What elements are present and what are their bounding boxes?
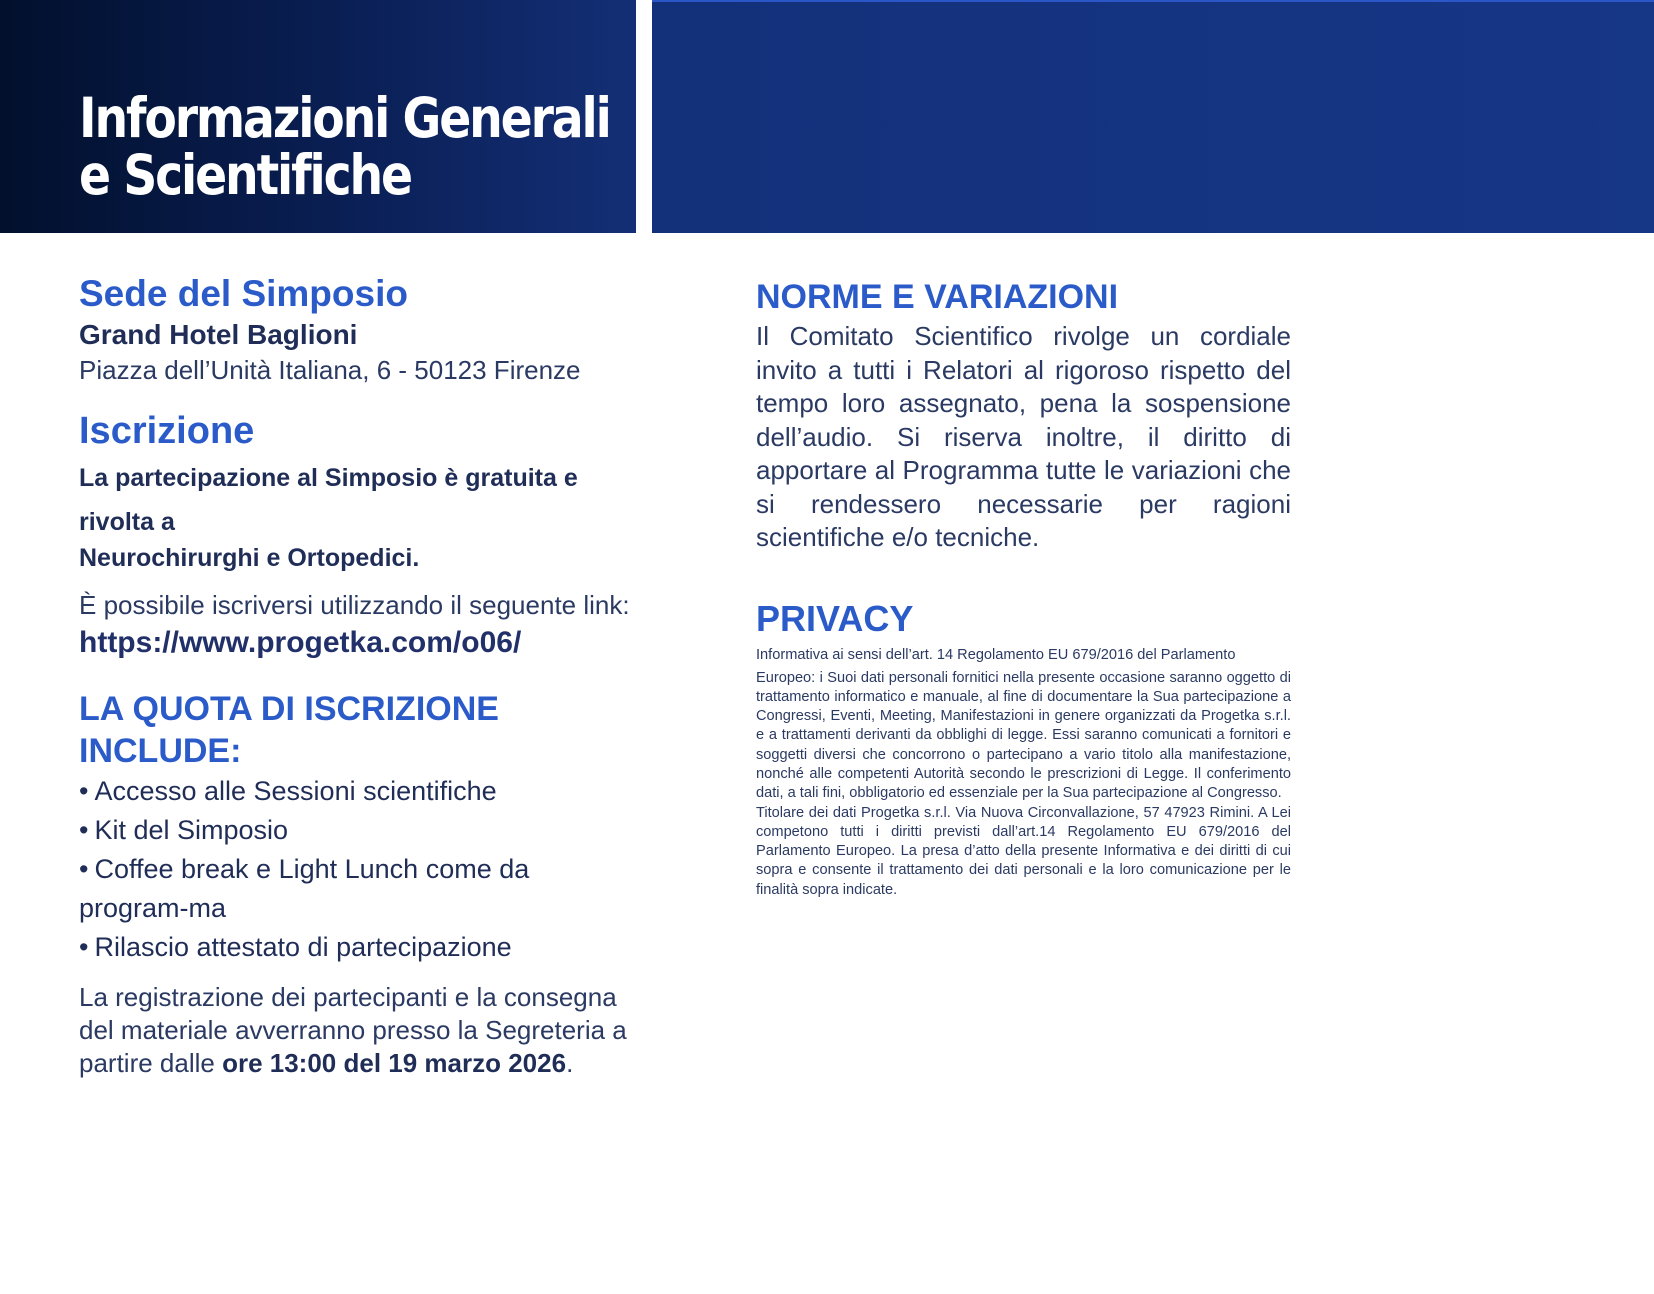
registration-link[interactable]: https://www.progetka.com/o06/ [79, 626, 522, 659]
iscrizione-link-paragraph [79, 586, 639, 662]
bullet-icon: • [79, 776, 89, 806]
norme-text: Il Comitato Scientifico rivolge un cordiale invito a tutti i Relatori al rigoroso rispetto del tempo loro assegnato, pena la sospensione dell’audio. Si riserva inoltre, il diritto di apportare al Programma tutte le variazioni che si rendessero necessarie per ragioni scientifiche e/o tecniche. [756, 321, 1291, 552]
privacy-paragraph1: Europeo: i Suoi dati personali fornitici nella presente occasione saranno oggetto di trattamento informatico e manuale, al fine di documentare la Sua partecipazione a Congressi, Eventi, Meeting, Manifestazioni in genere organizzati da Progetka s.r.l. e a trattamenti derivanti da obblighi di legge. Essi saranno comunicati a fornitori e soggetti diversi che concorrono o partecipano a vario titolo alla manifestazione, nonché alle competenti Autorità secondo le prescrizioni di Legge. Il conferimento dati, a tali fini, obbligatorio ed essenziale per la Sua partecipazione al Congresso. [756, 669, 1291, 802]
bullet-icon: • [79, 815, 89, 845]
hotel-address: Piazza dell’Unità Italiana, 6 - 50123 Firenze [79, 355, 581, 385]
iscrizione-line1: La partecipazione al Simposio è gratuita e [79, 464, 578, 492]
norme-heading: NORME E VARIAZIONI [756, 278, 1119, 316]
iscrizione-line2: rivolta a [79, 508, 175, 536]
bullet-icon: • [79, 854, 89, 884]
hotel-name: Grand Hotel Baglioni [79, 319, 358, 350]
page-title [79, 86, 610, 207]
iscrizione-link-intro: È possibile iscriversi utilizzando il seguente link: [79, 590, 630, 620]
privacy-first-line: Informativa ai sensi dell’art. 14 Regolamento EU 679/2016 del Parlamento [756, 646, 1236, 663]
quota-heading: LA QUOTA DI ISCRIZIONE INCLUDE: [79, 690, 499, 770]
page-title-line2: e Scientifiche [79, 143, 411, 207]
list-item: • Accesso alle Sessioni scientifiche [79, 772, 639, 811]
privacy-text [756, 641, 1291, 901]
list-item: • Kit del Simposio [79, 811, 639, 850]
privacy-paragraph2: Titolare dei dati Progetka s.r.l. Via Nuova Circonvallazione, 57 47923 Rimini. A Lei competono tutti i diritti previsti dall’art.14 Regolamento EU 679/2016 del Parlamento Europeo. La presa d’atto della presente Informativa e dei diritti di cui sopra e consente il trattamento dei dati personali e la loro comunicazione per le finalità sopra indicate. [756, 804, 1291, 898]
registrazione-end: . [566, 1048, 574, 1078]
quota-list [79, 772, 639, 967]
page-title-line1: Informazioni Generali [79, 86, 610, 150]
right-column [756, 276, 1291, 900]
header-banner-right [652, 0, 1654, 233]
list-item: • Rilascio attestato di partecipazione [79, 928, 639, 967]
registrazione-paragraph [79, 981, 639, 1080]
bullet-icon: • [79, 932, 89, 962]
sede-heading: Sede del Simposio [79, 273, 408, 314]
iscrizione-heading: Iscrizione [79, 410, 255, 452]
iscrizione-line3: Neurochirurghi e Ortopedici. [79, 544, 420, 572]
registrazione-text: La registrazione dei partecipanti e la consegna del materiale avverranno presso la Segreteria a partire dalle [79, 982, 627, 1078]
list-item: • Coffee break e Light Lunch come da program-ma [79, 850, 639, 928]
iscrizione-info [79, 456, 639, 572]
privacy-heading: PRIVACY [756, 597, 914, 639]
left-column [79, 272, 639, 1080]
registrazione-time: ore 13:00 del 19 marzo 2026 [222, 1048, 567, 1078]
